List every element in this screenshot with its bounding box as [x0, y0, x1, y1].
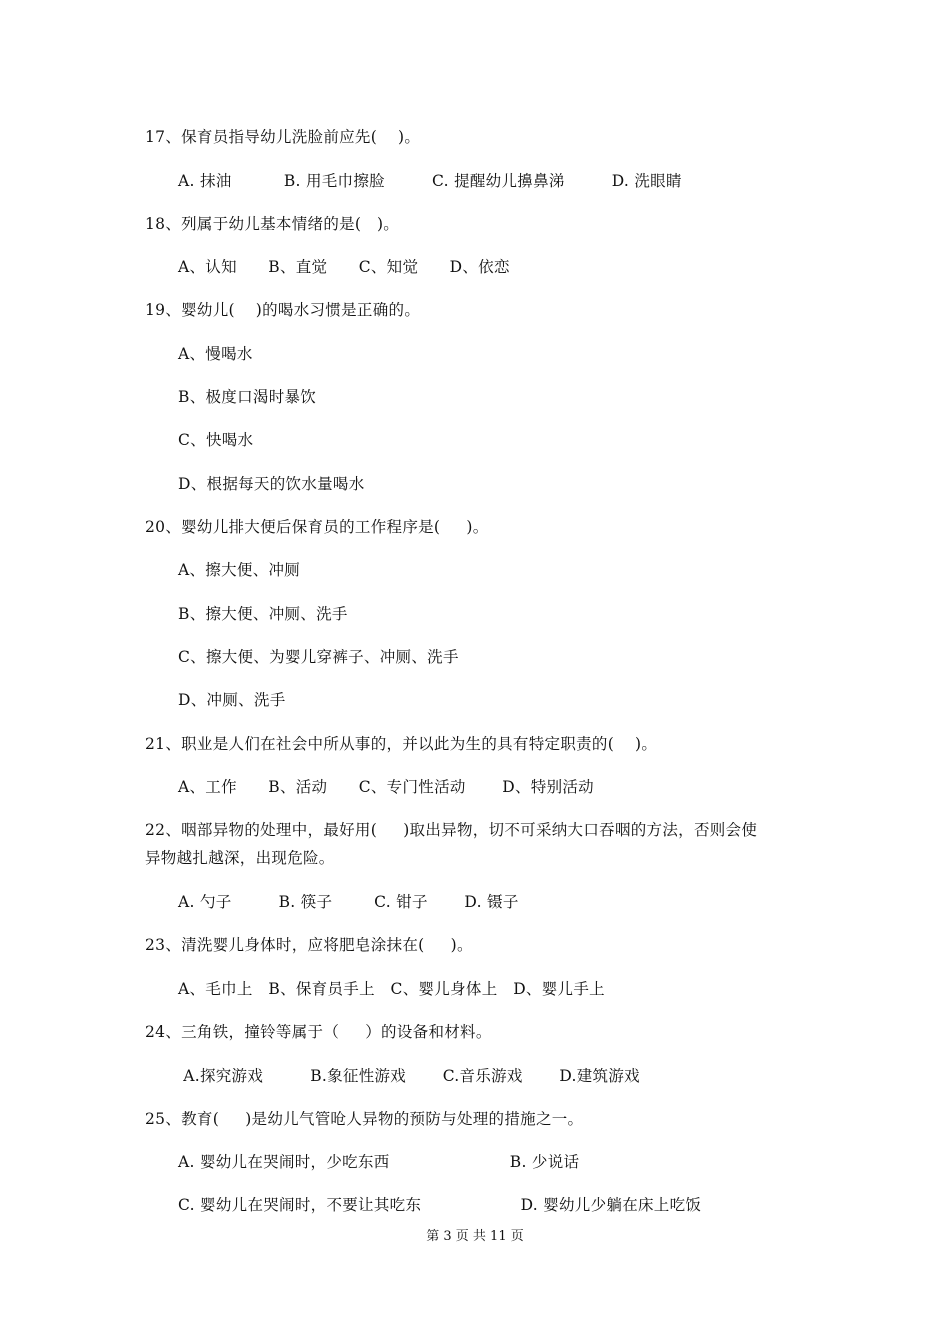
question-20-option-c: C、擦大便、为婴儿穿裤子、冲厕、洗手: [178, 648, 459, 666]
page-footer: 第 3 页 共 11 页: [426, 1229, 524, 1244]
question-17-options: A. 抹油 B. 用毛巾擦脸 C. 提醒幼儿擤鼻涕 D. 洗眼睛: [178, 172, 682, 190]
question-25-stem: 25、教育( )是幼儿气管呛人异物的预防与处理的措施之一。: [145, 1110, 584, 1128]
question-20-option-a: A、擦大便、冲厕: [178, 561, 301, 579]
question-20-option-d: D、冲厕、洗手: [178, 691, 286, 709]
question-25-options-row-1: A. 婴幼儿在哭闹时，少吃东西 B. 少说话: [178, 1153, 580, 1171]
question-17-stem: 17、保育员指导幼儿洗脸前应先( )。: [145, 128, 421, 146]
question-19-option-c: C、快喝水: [178, 431, 254, 449]
question-19-option-b: B、极度口渴时暴饮: [178, 388, 317, 406]
question-22-options: A. 勺子 B. 筷子 C. 钳子 D. 镊子: [178, 893, 519, 911]
question-18-options: A、认知 B、直觉 C、知觉 D、依恋: [178, 258, 510, 276]
question-22-stem: 22、咽部异物的处理中，最好用( )取出异物，切不可采纳大口吞咽的方法，否则会使: [145, 821, 758, 839]
question-19-option-a: A、慢喝水: [178, 345, 253, 363]
question-25-options-row-2: C. 婴幼儿在哭闹时，不要让其吃东 D. 婴幼儿少躺在床上吃饭: [178, 1196, 702, 1214]
question-20-option-b: B、擦大便、冲厕、洗手: [178, 605, 348, 623]
question-23-stem: 23、清洗婴儿身体时，应将肥皂涂抹在( )。: [145, 936, 473, 954]
question-21-options: A、工作 B、活动 C、专门性活动 D、特别活动: [178, 778, 594, 796]
question-19-stem: 19、婴幼儿( )的喝水习惯是正确的。: [145, 301, 421, 319]
question-21-stem: 21、职业是人们在社会中所从事的，并以此为生的具有特定职责的( )。: [145, 735, 658, 753]
question-22-stem-continued: 异物越扎越深，出现危险。: [145, 849, 335, 867]
question-20-stem: 20、婴幼儿排大便后保育员的工作程序是( )。: [145, 518, 489, 536]
question-18-stem: 18、列属于幼儿基本情绪的是( )。: [145, 215, 400, 233]
question-24-stem: 24、三角铁，撞铃等属于（ ）的设备和材料。: [145, 1023, 492, 1041]
question-23-options: A、毛巾上 B、保育员手上 C、婴儿身体上 D、婴儿手上: [178, 980, 605, 998]
question-24-options: A.探究游戏 B.象征性游戏 C.音乐游戏 D.建筑游戏: [178, 1067, 640, 1085]
question-19-option-d: D、根据每天的饮水量喝水: [178, 475, 365, 493]
